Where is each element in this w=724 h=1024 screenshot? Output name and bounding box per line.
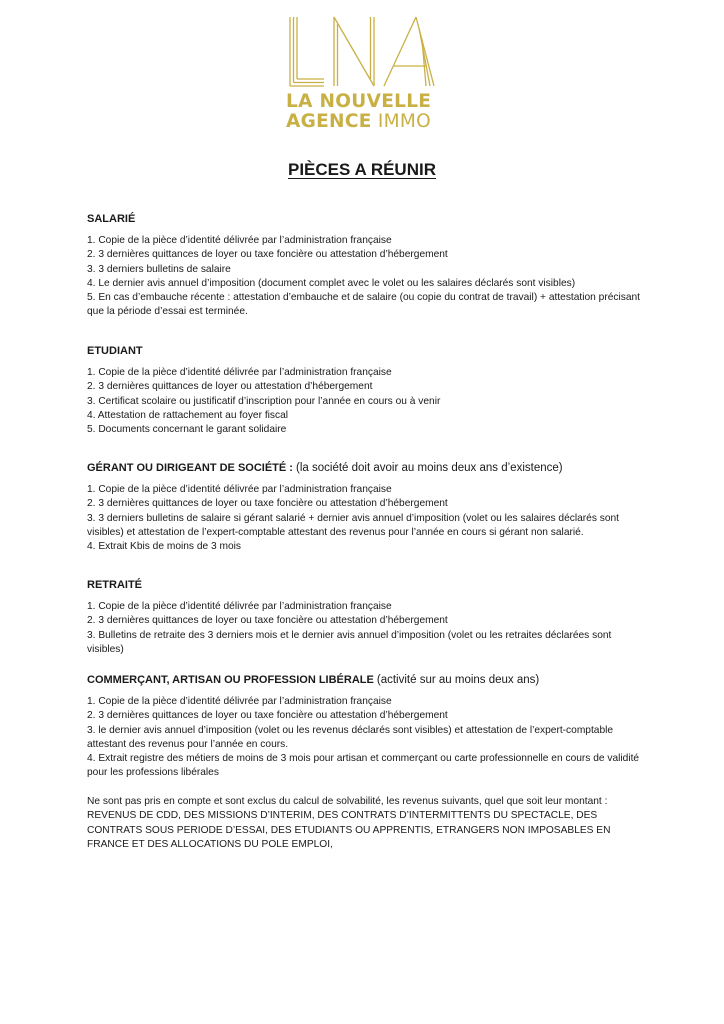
list-item: 1. Copie de la pièce d’identité délivrée par l’administration française	[87, 235, 392, 246]
section-heading	[87, 461, 647, 475]
exclusion-list: REVENUS DE CDD, DES MISSIONS D’INTERIM, DES CONTRATS D’INTERMITTENTS DU SPECTACLE, DES CONTRATS SOUS PERIODE D’ESSAI, DES ETUDIANTS OU APPRENTIS, ETRANGERS NON IMPOSABLES EN FRANCE ET DES ALLOCATIONS DU POLE EMPLOI,	[87, 810, 611, 850]
list-item: 1. Copie de la pièce d’identité délivrée par l’administration française	[87, 367, 392, 378]
list-item: 1. Copie de la pièce d’identité délivrée par l’administration française	[87, 484, 392, 495]
section-heading	[87, 344, 647, 358]
section-heading-text: SALARIÉ	[87, 213, 136, 225]
list-item: 2. 3 dernières quittances de loyer ou taxe foncière ou attestation d’hébergement	[87, 498, 448, 510]
section-retraite	[87, 578, 647, 657]
document-list	[87, 234, 647, 320]
section-heading	[87, 673, 647, 687]
list-item: 3. le dernier avis annuel d’imposition (volet ou les revenus déclarés sont visibles) et attestation de l’expert-comptable attestant des revenus pour l’année en cours.	[87, 724, 614, 750]
logo-word-agence: AGENCE	[286, 111, 372, 132]
logo-word-immo: IMMO	[377, 111, 431, 132]
section-etudiant	[87, 344, 647, 437]
list-item: 4. Le dernier avis annuel d’imposition (document complet avec le volet ou les salaires déclarés sont visibles)	[87, 277, 576, 289]
logo-line-1: LA NOUVELLE	[286, 91, 432, 112]
section-heading-text: COMMERÇANT, ARTISAN OU PROFESSION LIBÉRALE	[87, 674, 374, 686]
lna-monogram-icon	[286, 14, 438, 90]
section-heading-text: RETRAITÉ	[87, 579, 142, 591]
logo-line-2	[286, 112, 438, 132]
list-item: 4. Extrait Kbis de moins de 3 mois	[87, 541, 242, 553]
list-item: 2. 3 dernières quittances de loyer ou taxe foncière ou attestation d’hébergement	[87, 710, 448, 722]
list-item: 2. 3 dernières quittances de loyer ou taxe foncière ou attestation d’hébergement	[87, 249, 448, 261]
list-item: 2. 3 dernières quittances de loyer ou taxe foncière ou attestation d’hébergement	[87, 615, 448, 627]
list-item: 5. Documents concernant le garant solidaire	[87, 424, 287, 436]
list-item: 5. En cas d’embauche récente : attestation d’embauche et de salaire (ou copie du contrat de travail) + attestation précisant que la période d’essai est terminée.	[87, 292, 641, 318]
section-gerant	[87, 461, 647, 554]
section-salarie	[87, 212, 647, 320]
list-item: 3. 3 derniers bulletins de salaire si gérant salarié + dernier avis annuel d’imposition (volet ou les salaires déclarés sont visibles) et attestation de l’expert-comptable attestant des revenus pour l’année en cours si gérant non salarié.	[87, 512, 620, 538]
section-heading-text: GÉRANT OU DIRIGEANT DE SOCIÉTÉ :	[87, 462, 293, 474]
list-item: 4. Attestation de rattachement au foyer fiscal	[87, 409, 289, 421]
list-item: 1. Copie de la pièce d’identité délivrée par l’administration française	[87, 601, 392, 612]
agency-logo	[286, 14, 438, 138]
page-title: PIÈCES A RÉUNIR	[288, 160, 436, 179]
list-item: 4. Extrait registre des métiers de moins de 3 mois pour artisan et commerçant ou carte professionnelle en cours de validité pour les professions libérales	[87, 753, 640, 779]
list-item: 2. 3 dernières quittances de loyer ou attestation d’hébergement	[87, 381, 373, 393]
section-note: (activité sur au moins deux ans)	[376, 674, 540, 686]
section-heading	[87, 212, 647, 226]
exclusion-intro: Ne sont pas pris en compte et sont exclus du calcul de solvabilité, les revenus suivants, quel que soit leur montant :	[87, 796, 608, 807]
section-heading	[87, 578, 647, 592]
list-item: 3. 3 derniers bulletins de salaire	[87, 263, 231, 275]
document-list	[87, 695, 647, 781]
section-commercant	[87, 673, 647, 781]
document-list	[87, 600, 647, 657]
list-item: 1. Copie de la pièce d’identité délivrée par l’administration française	[87, 696, 392, 707]
list-item: 3. Bulletins de retraite des 3 derniers mois et le dernier avis annuel d’imposition (volet ou les retraites déclarées sont visibles)	[87, 629, 612, 655]
list-item: 3. Certificat scolaire ou justificatif d’inscription pour l’année en cours ou à venir	[87, 395, 441, 407]
section-note: (la société doit avoir au moins deux ans d’existence)	[296, 462, 563, 474]
section-heading-text: ETUDIANT	[87, 345, 143, 357]
document-list	[87, 366, 647, 437]
exclusion-notice	[87, 795, 642, 852]
document-list	[87, 483, 647, 554]
